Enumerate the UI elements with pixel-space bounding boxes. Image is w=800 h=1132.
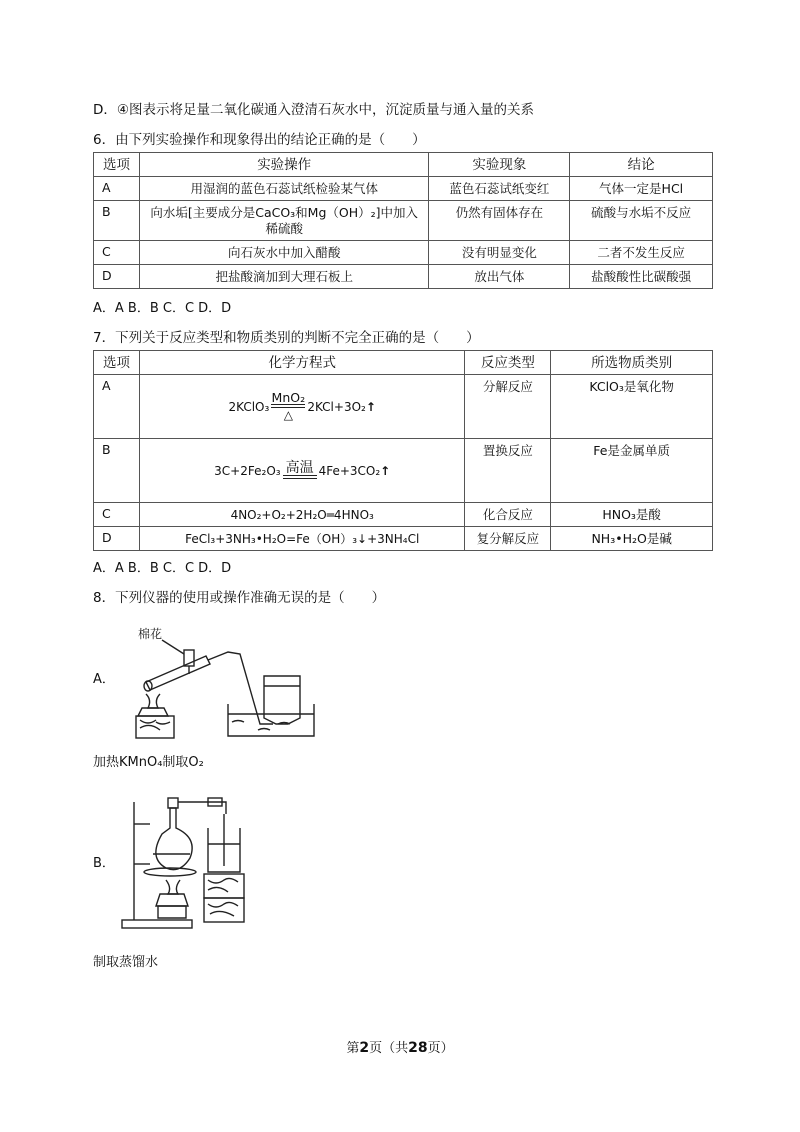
gas-arrow-icon: ↑ [365,399,376,414]
heat-symbol: △ [283,408,293,422]
reaction-type-cell: 化合反应 [465,503,551,527]
option-cell: A [94,177,140,201]
option-cell: B [94,201,140,241]
equation-reactants: 2KClO₃ [228,399,270,414]
question-8-stem: 8．下列仪器的使用或操作准确无误的是（ ） [93,590,386,606]
category-cell: Fe是金属单质 [551,439,713,503]
equation-cell: 4NO₂+O₂+2H₂O═4HNO₃ [139,503,465,527]
header-cell: 选项 [94,351,140,375]
table-row [94,503,713,527]
table-row [94,241,713,265]
page-footer: 第2页（共28页） [346,1040,454,1056]
table-row [94,375,713,439]
gas-arrow-icon: ↑ [380,463,391,478]
total-pages: 28 [408,1040,428,1056]
question-6-stem: 6．由下列实验操作和现象得出的结论正确的是（ ） [93,132,426,148]
cotton-label: 棉花 [138,627,163,641]
equation-products: 2KCl+3O₂ [307,399,366,414]
catalyst-label: MnO₂ [271,390,306,405]
operation-cell [139,201,429,241]
table-header-row [94,351,713,375]
reaction-type-cell: 复分解反应 [465,527,551,551]
operation-line-2: 稀硫酸 [265,220,303,236]
conclusion-cell: 盐酸酸性比碳酸强 [570,265,713,289]
table-row [94,439,713,503]
table-row [94,265,713,289]
equation-cell: FeCl₃+3NH₃•H₂O=Fe（OH）₃↓+3NH₄Cl [139,527,465,551]
option-a-caption: 加热KMnO₄制取O₂ [93,755,204,770]
equals-bar [283,475,317,479]
header-cell: 结论 [570,153,713,177]
observation-cell: 放出气体 [429,265,570,289]
question-7-choices: A．A B．B C．C D．D [93,561,232,576]
header-cell: 化学方程式 [139,351,465,375]
header-cell: 实验操作 [139,153,429,177]
operation-line-1: 向水垢[主要成分是CaCO₃和Mg（OH）₂]中加入 [150,204,419,220]
question-6-table [93,152,713,289]
option-a-label: A． [93,672,115,687]
category-cell: NH₃•H₂O是碱 [551,527,713,551]
equation [214,462,390,479]
option-cell: D [94,527,140,551]
equation [229,391,376,422]
operation-cell: 用湿润的蓝色石蕊试纸检验某气体 [139,177,429,201]
table-header-row [94,153,713,177]
reaction-condition [271,391,305,422]
header-cell: 反应类型 [465,351,551,375]
kmno4-heating-apparatus-figure [128,624,318,742]
header-cell: 选项 [94,153,140,177]
option-b-caption: 制取蒸馏水 [93,955,159,970]
observation-cell: 蓝色石蕊试纸变红 [429,177,570,201]
equation-cell [139,439,465,503]
equation-products: 4Fe+3CO₂ [318,463,381,478]
observation-cell: 仍然有固体存在 [429,201,570,241]
question-6-choices: A．A B．B C．C D．D [93,301,232,316]
conclusion-cell: 硫酸与水垢不反应 [570,201,713,241]
option-cell: A [94,375,140,439]
table-row [94,177,713,201]
question-7-table [93,350,713,551]
operation-cell: 把盐酸滴加到大理石板上 [139,265,429,289]
option-cell: D [94,265,140,289]
option-cell: C [94,503,140,527]
option-cell: C [94,241,140,265]
option-d-line: D．④图表示将足量二氧化碳通入澄清石灰水中，沉淀质量与通入量的关系 [93,102,534,118]
equation-cell [139,375,465,439]
category-cell: HNO₃是酸 [551,503,713,527]
observation-cell: 没有明显变化 [429,241,570,265]
table-row [94,201,713,241]
page-number: 2 [359,1040,370,1056]
reaction-type-cell: 置换反应 [465,439,551,503]
question-7-stem: 7．下列关于反应类型和物质类别的判断不完全正确的是（ ） [93,330,480,346]
reaction-condition [283,462,317,479]
distillation-apparatus-figure [120,794,260,934]
table-row [94,527,713,551]
header-cell: 实验现象 [429,153,570,177]
reaction-type-cell: 分解反应 [465,375,551,439]
option-cell: B [94,439,140,503]
option-b-label: B． [93,856,115,871]
category-cell: KClO₃是氧化物 [551,375,713,439]
operation-cell: 向石灰水中加入醋酸 [139,241,429,265]
conclusion-cell: 气体一定是HCl [570,177,713,201]
conclusion-cell: 二者不发生反应 [570,241,713,265]
equation-reactants: 3C+2Fe₂O₃ [214,463,281,478]
header-cell: 所选物质类别 [551,351,713,375]
condition-label: 高温 [285,460,314,476]
